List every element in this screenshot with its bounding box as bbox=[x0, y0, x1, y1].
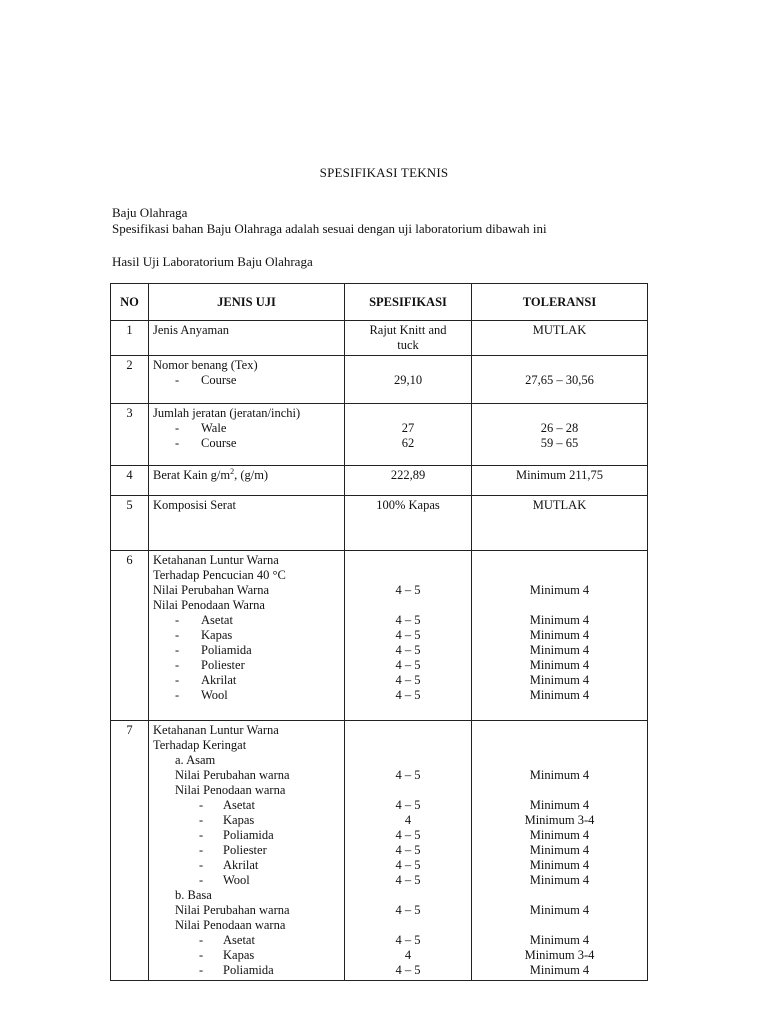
intro-subject: Baju Olahraga bbox=[112, 205, 188, 220]
spec-line: Rajut Knitt and bbox=[369, 323, 447, 337]
test-type-cell bbox=[149, 551, 345, 721]
tolerance-cell bbox=[472, 321, 648, 356]
spec-line: 222,89 bbox=[390, 468, 426, 482]
tolerance-line bbox=[476, 406, 643, 421]
test-type-subitem: - Poliamida bbox=[153, 963, 340, 978]
spec-line bbox=[349, 553, 467, 568]
spec-line: 4 – 5 bbox=[395, 583, 421, 597]
test-type-subitem: - Wool bbox=[153, 873, 340, 888]
test-type-cell bbox=[149, 721, 345, 981]
tolerance-line: Minimum 4 bbox=[529, 798, 590, 812]
spec-line bbox=[349, 888, 467, 903]
row-number: 7 bbox=[111, 721, 149, 981]
test-type-cell bbox=[149, 404, 345, 466]
spec-line: tuck bbox=[397, 338, 419, 352]
spec-line: 4 – 5 bbox=[395, 628, 421, 642]
tolerance-line: Minimum 4 bbox=[529, 843, 590, 857]
spec-line: 4 – 5 bbox=[395, 843, 421, 857]
tolerance-line bbox=[476, 918, 643, 933]
test-type-subitem: - Akrilat bbox=[153, 673, 340, 688]
test-type-subitem: - Poliester bbox=[153, 843, 340, 858]
row-number: 1 bbox=[111, 321, 149, 356]
spec-line: 4 – 5 bbox=[395, 933, 421, 947]
spec-cell bbox=[345, 496, 472, 551]
test-type-subitem: - Kapas bbox=[153, 948, 340, 963]
table-row bbox=[111, 721, 648, 981]
tolerance-line: 26 – 28 bbox=[540, 421, 579, 435]
tolerance-line: MUTLAK bbox=[532, 498, 587, 512]
test-type-subitem: - Kapas bbox=[153, 813, 340, 828]
tolerance-line: Minimum 4 bbox=[529, 583, 590, 597]
table-header-row bbox=[111, 284, 648, 321]
tolerance-line bbox=[476, 738, 643, 753]
spec-line: 4 – 5 bbox=[395, 688, 421, 702]
spec-line: 4 – 5 bbox=[395, 858, 421, 872]
test-type-subitem: - Wale bbox=[153, 421, 340, 436]
test-type-subitem: - Poliester bbox=[153, 658, 340, 673]
test-type-subitem: - Poliamida bbox=[153, 643, 340, 658]
header-spesifikasi: SPESIFIKASI bbox=[345, 284, 472, 321]
tolerance-line: Minimum 4 bbox=[529, 613, 590, 627]
unit-exponent: 2 bbox=[230, 466, 235, 476]
test-type-line: Nilai Perubahan warna bbox=[175, 903, 290, 917]
tolerance-line bbox=[476, 783, 643, 798]
tolerance-line: Minimum 4 bbox=[529, 673, 590, 687]
spec-line bbox=[349, 358, 467, 373]
row-number: 2 bbox=[111, 356, 149, 404]
tolerance-line: Minimum 4 bbox=[529, 643, 590, 657]
tolerance-line: Minimum 4 bbox=[529, 903, 590, 917]
spec-line: 100% Kapas bbox=[376, 498, 440, 512]
spec-line: 4 – 5 bbox=[395, 873, 421, 887]
spec-line bbox=[349, 738, 467, 753]
test-type-line: Nilai Penodaan warna bbox=[175, 783, 286, 797]
test-type-group: a. Asam bbox=[175, 753, 216, 767]
table-row bbox=[111, 404, 648, 466]
spec-line: 4 – 5 bbox=[395, 798, 421, 812]
header-jenis-uji: JENIS UJI bbox=[149, 284, 345, 321]
spec-line: 4 – 5 bbox=[395, 828, 421, 842]
test-type-subitem: - Akrilat bbox=[153, 858, 340, 873]
document-title: SPESIFIKASI TEKNIS bbox=[319, 165, 449, 180]
test-type-unit: , (g/m) bbox=[234, 468, 269, 482]
spec-line: 4 bbox=[404, 813, 412, 827]
test-type-line: Terhadap Keringat bbox=[153, 738, 247, 752]
spec-line bbox=[349, 918, 467, 933]
tolerance-line bbox=[476, 723, 643, 738]
spec-line bbox=[349, 753, 467, 768]
test-type-subitem: - Poliamida bbox=[153, 828, 340, 843]
tolerance-cell bbox=[472, 466, 648, 496]
intro-description: Spesifikasi bahan Baju Olahraga adalah sesuai dengan uji laboratorium dibawah ini bbox=[112, 221, 547, 236]
spec-line bbox=[349, 406, 467, 421]
test-type-line: Jenis Anyaman bbox=[153, 323, 230, 337]
tolerance-line bbox=[476, 568, 643, 583]
spec-line: 29,10 bbox=[393, 373, 423, 387]
row-number: 3 bbox=[111, 404, 149, 466]
tolerance-cell bbox=[472, 721, 648, 981]
tolerance-line: Minimum 4 bbox=[529, 828, 590, 842]
test-type-subitem: - Wool bbox=[153, 688, 340, 703]
table-row bbox=[111, 496, 648, 551]
row-number: 4 bbox=[111, 466, 149, 496]
test-type-line: Komposisi Serat bbox=[153, 498, 236, 512]
tolerance-cell bbox=[472, 356, 648, 404]
tolerance-cell bbox=[472, 551, 648, 721]
tolerance-line: Minimum 3-4 bbox=[524, 948, 595, 962]
spec-line: 4 – 5 bbox=[395, 658, 421, 672]
spec-line: 4 – 5 bbox=[395, 643, 421, 657]
test-type-group: b. Basa bbox=[175, 888, 212, 902]
tolerance-line: Minimum 4 bbox=[529, 873, 590, 887]
spec-cell bbox=[345, 321, 472, 356]
table-row bbox=[111, 356, 648, 404]
test-type-line: Nilai Perubahan Warna bbox=[153, 583, 270, 597]
test-type-line: Nomor benang (Tex) bbox=[153, 358, 258, 372]
test-type-subitem: - Course bbox=[153, 373, 340, 388]
spec-line bbox=[349, 598, 467, 613]
spec-cell bbox=[345, 551, 472, 721]
test-type-cell bbox=[149, 496, 345, 551]
test-type-line: Ketahanan Luntur Warna bbox=[153, 723, 279, 737]
tolerance-line: Minimum 4 bbox=[529, 688, 590, 702]
tolerance-line: Minimum 4 bbox=[529, 658, 590, 672]
spec-cell bbox=[345, 356, 472, 404]
spec-cell bbox=[345, 721, 472, 981]
test-type-line: Nilai Perubahan warna bbox=[175, 768, 290, 782]
test-type-cell bbox=[149, 356, 345, 404]
test-type-text: Berat Kain g/m bbox=[153, 468, 231, 482]
spec-cell bbox=[345, 466, 472, 496]
spec-line bbox=[349, 723, 467, 738]
spec-cell bbox=[345, 404, 472, 466]
tolerance-line: Minimum 4 bbox=[529, 963, 590, 977]
test-type-cell bbox=[149, 321, 345, 356]
test-type-line: Nilai Penodaan Warna bbox=[153, 598, 265, 612]
test-type-cell bbox=[149, 466, 345, 496]
spec-line: 4 – 5 bbox=[395, 673, 421, 687]
row-number: 6 bbox=[111, 551, 149, 721]
spec-line bbox=[349, 783, 467, 798]
tolerance-line: Minimum 211,75 bbox=[515, 468, 604, 482]
table-row bbox=[111, 321, 648, 356]
spec-line: 4 – 5 bbox=[395, 613, 421, 627]
test-type-line bbox=[153, 468, 340, 483]
test-type-line: Jumlah jeratan (jeratan/inchi) bbox=[153, 406, 301, 420]
tolerance-line bbox=[476, 753, 643, 768]
header-toleransi: TOLERANSI bbox=[472, 284, 648, 321]
tolerance-line: 27,65 – 30,56 bbox=[525, 373, 594, 387]
tolerance-line: Minimum 4 bbox=[529, 628, 590, 642]
test-type-subitem: - Asetat bbox=[153, 933, 340, 948]
tolerance-line: Minimum 4 bbox=[529, 933, 590, 947]
test-type-line: Ketahanan Luntur Warna bbox=[153, 553, 279, 567]
table-row bbox=[111, 466, 648, 496]
tolerance-line: 59 – 65 bbox=[540, 436, 579, 450]
tolerance-line: MUTLAK bbox=[532, 323, 587, 337]
spec-line: 27 bbox=[401, 421, 415, 435]
test-type-subitem: - Asetat bbox=[153, 798, 340, 813]
test-type-subitem: - Course bbox=[153, 436, 340, 451]
table-row bbox=[111, 551, 648, 721]
spec-line: 4 bbox=[404, 948, 412, 962]
intro-table-caption: Hasil Uji Laboratorium Baju Olahraga bbox=[112, 254, 313, 269]
tolerance-line bbox=[476, 598, 643, 613]
spec-line: 4 – 5 bbox=[395, 963, 421, 977]
test-type-line: Terhadap Pencucian 40 °C bbox=[153, 568, 286, 582]
spec-line: 62 bbox=[401, 436, 415, 450]
spec-table bbox=[110, 283, 648, 981]
header-no: NO bbox=[111, 284, 149, 321]
tolerance-line: Minimum 4 bbox=[529, 768, 590, 782]
tolerance-cell bbox=[472, 404, 648, 466]
tolerance-line: Minimum 3-4 bbox=[524, 813, 595, 827]
row-number: 5 bbox=[111, 496, 149, 551]
test-type-subitem: - Asetat bbox=[153, 613, 340, 628]
spec-line: 4 – 5 bbox=[395, 768, 421, 782]
tolerance-cell bbox=[472, 496, 648, 551]
test-type-subitem: - Kapas bbox=[153, 628, 340, 643]
spec-line: 4 – 5 bbox=[395, 903, 421, 917]
tolerance-line bbox=[476, 553, 643, 568]
spec-line bbox=[349, 568, 467, 583]
test-type-line: Nilai Penodaan warna bbox=[175, 918, 286, 932]
tolerance-line bbox=[476, 888, 643, 903]
tolerance-line: Minimum 4 bbox=[529, 858, 590, 872]
tolerance-line bbox=[476, 358, 643, 373]
